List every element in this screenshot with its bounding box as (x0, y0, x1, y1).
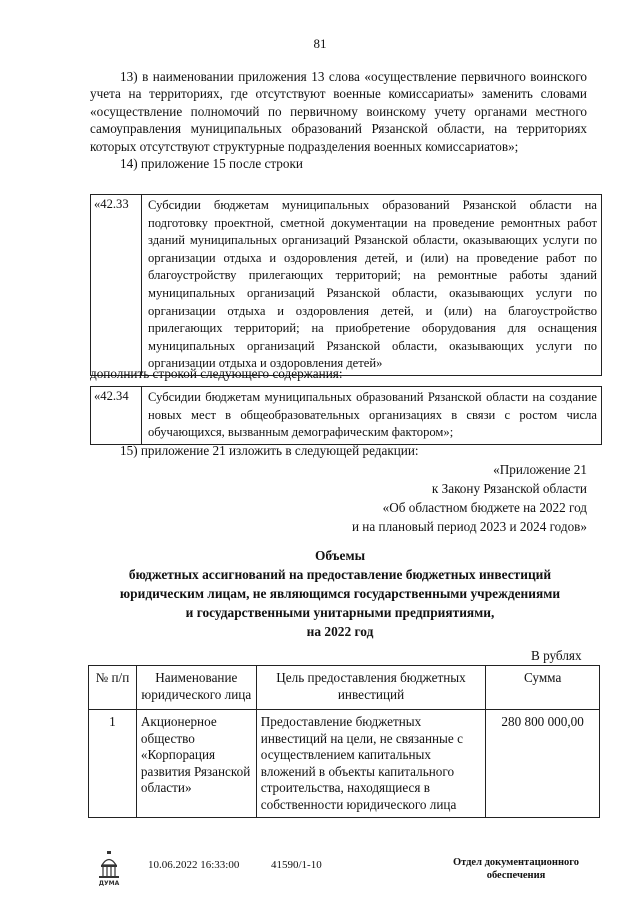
item-15 (90, 442, 587, 459)
table-row-42-33 (90, 194, 602, 376)
cell-num: 1 (89, 710, 137, 818)
header-num: № п/п (89, 666, 137, 710)
duma-logo-icon (97, 851, 121, 887)
title-line: бюджетных ассигнований на предоставление бюджетных инвестиций (128, 567, 552, 582)
document-title (60, 546, 620, 641)
footer-dept-line: обеспечения (486, 870, 546, 881)
appendix-reference (300, 460, 587, 536)
cell-name: Акционерное общество «Корпорация развития Рязанской области» (136, 710, 256, 818)
table-row-42-34 (90, 386, 602, 445)
footer-dept-line: Отдел документационного (452, 857, 580, 868)
cell-purpose: Предоставление бюджетных инвестиций на цели, не связанные с осуществлением капитальных вложений в объекты капитального строительства, находящиеся в собственности юридического лица (256, 710, 485, 818)
title-line: юридическим лицам, не являющимся государственными учреждениями (119, 586, 561, 601)
appendix-line: и на плановый период 2023 и 2024 годов» (351, 519, 587, 534)
svg-text:ДУМА: ДУМА (98, 880, 120, 887)
title-line: Объемы (314, 548, 366, 563)
footer-datetime: 10.06.2022 16:33:00 (148, 859, 240, 871)
add-row-text: дополнить строкой следующего содержания: (90, 366, 343, 381)
cell-sum: 280 800 000,00 (486, 710, 600, 818)
page-number: 81 (313, 36, 327, 51)
row-text: Субсидии бюджетам муниципальных образований Рязанской области на подготовку проектной, сметной документации на проведение ремонтных работ зданий муниципальных организаций Рязанской области, оказывающих услуги по организации отдыха и оздоровления детей, и (или) на проведение работ по благоустройству прилегающих территорий; на ремонтные работы зданий муниципальных организаций Рязанской области, оказывающих услуги по организации отдыха и оздоровления детей, и (или) на благоустройство прилегающих территорий; на приобретение оборудования для оснащения муниципальных организаций Рязанской области, оказывающих услуги по организации отдыха и оздоровления детей» (148, 198, 597, 371)
footer-doc-id: 41590/1-10 (271, 859, 322, 871)
item-14-text: 14) приложение 15 после строки (120, 156, 303, 172)
item-15-text: 15) приложение 21 изложить в следующей редакции: (120, 443, 419, 458)
header-purpose: Цель предоставления бюджетных инвестиций (256, 666, 485, 710)
item-13-text: 13) в наименовании приложения 13 слова «осуществление первичного воинского учета на территориях, где отсутствуют военные комиссариаты» заменить словами «осуществление полномочий по первичному воинскому учету органами местного самоуправления муниципальных образований Рязанской области, на территориях которых отсутствуют структурные подразделения военных комиссариатов»; (90, 69, 587, 154)
unit-label: В рублях (531, 648, 582, 663)
row-code: «42.34 (91, 387, 142, 444)
table-header-row (89, 666, 600, 710)
item-13 (90, 68, 587, 172)
header-sum: Сумма (486, 666, 600, 710)
footer-department (446, 856, 586, 882)
investments-table (88, 665, 600, 818)
row-code: «42.33 (91, 195, 142, 375)
appendix-line: к Закону Рязанской области (431, 481, 587, 496)
row-text: Субсидии бюджетам муниципальных образований Рязанской области на создание новых мест в общеобразовательных организациях в связи с ростом числа обучающихся, вызванным демографическим фактором»; (148, 390, 597, 440)
title-line: на 2022 год (306, 624, 374, 639)
header-name: Наименование юридического лица (136, 666, 256, 710)
appendix-line: «Приложение 21 (493, 462, 587, 477)
title-line: и государственными унитарными предприятиями, (185, 605, 495, 620)
appendix-line: «Об областном бюджете на 2022 год (382, 500, 587, 515)
table-row (89, 710, 600, 818)
